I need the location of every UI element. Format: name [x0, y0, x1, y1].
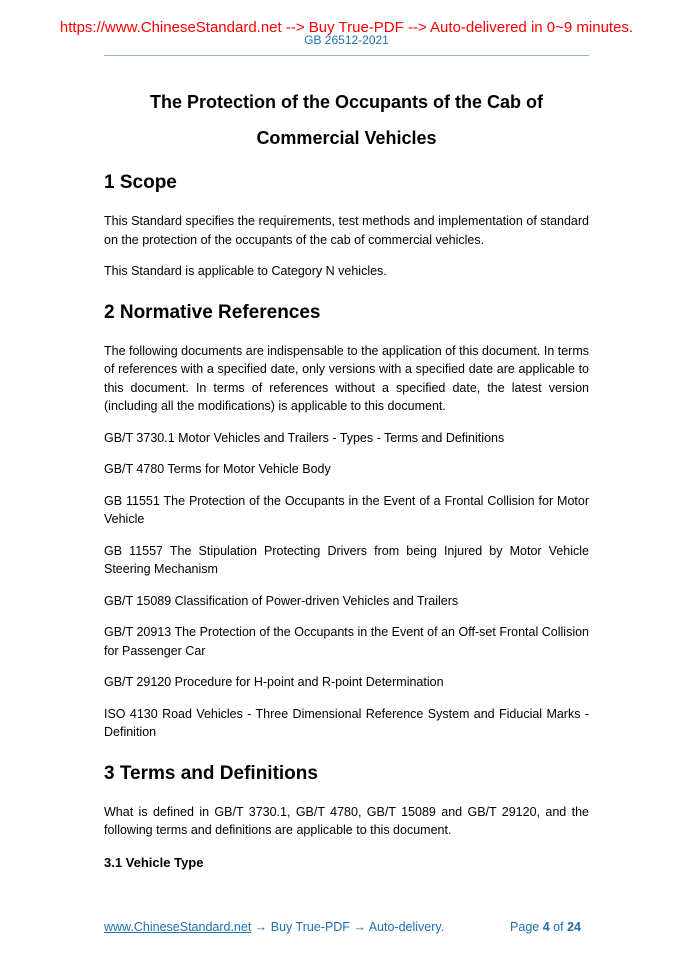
section-heading-scope: 1 Scope — [104, 172, 177, 193]
page-label: Page — [510, 920, 540, 934]
subsection-heading-vehicle-type: 3.1 Vehicle Type — [104, 854, 204, 870]
footer-site-link[interactable]: www.ChineseStandard.net — [104, 920, 252, 934]
scope-paragraph-1: This Standard specifies the requirements, test methods and implementation of standard on the protection of the occupants of the cab of commercial vehicles. — [104, 214, 589, 247]
reference-item-gbt-15089: GB/T 15089 Classification of Power-driven Vehicles and Trailers — [104, 593, 459, 608]
section-heading-normative-references: 2 Normative References — [104, 301, 321, 323]
reference-item-gbt-29120: GB/T 29120 Procedure for H-point and R-point Determination — [104, 675, 444, 689]
page-content — [104, 84, 589, 872]
references-intro-paragraph: The following documents are indispensable to the application of this document. In terms of references with a specified date, only versions with a specified date are applicable to this document. In terms of references without a specified date, the latest version (including all the modifications) is applicable to this document. — [104, 343, 589, 413]
promo-banner: https://www.ChineseStandard.net --> Buy True-PDF --> Auto-delivered in 0~9 minutes. — [59, 19, 634, 36]
document-code-header: GB 26512-2021 — [304, 33, 389, 47]
document-title-line-1: The Protection of the Occupants of the Cab of — [149, 92, 543, 112]
reference-item-gb-11551: GB 11551 The Protection of the Occupants in the Event of a Frontal Collision for Motor Vehicle — [104, 493, 589, 526]
reference-item-gbt-20913: GB/T 20913 The Protection of the Occupants in the Event of an Off-set Frontal Collision for Passenger Car — [104, 625, 589, 658]
reference-item-gbt-3730-1: GB/T 3730.1 Motor Vehicles and Trailers - Types - Terms and Definitions — [104, 430, 505, 445]
total-pages-number: 24 — [567, 920, 581, 934]
reference-item-gb-11557: GB 11557 The Stipulation Protecting Drivers from being Injured by Motor Vehicle Steering Mechanism — [104, 543, 589, 576]
terms-intro-paragraph: What is defined in GB/T 3730.1, GB/T 4780, GB/T 15089 and GB/T 29120, and the following terms and definitions are applicable to this document. — [104, 804, 589, 837]
page-footer — [104, 918, 589, 936]
document-title — [104, 84, 589, 156]
reference-item-gbt-4780: GB/T 4780 Terms for Motor Vehicle Body — [104, 462, 331, 476]
header-divider — [104, 55, 589, 56]
footer-promo — [104, 918, 444, 936]
current-page-number: 4 — [542, 920, 550, 934]
reference-item-iso-4130: ISO 4130 Road Vehicles - Three Dimensional Reference System and Fiducial Marks - Definition — [104, 706, 589, 739]
footer-promo-text: → Buy True-PDF → Auto-delivery. — [251, 920, 445, 934]
document-title-line-2: Commercial Vehicles — [256, 128, 437, 148]
section-heading-terms-and-definitions: 3 Terms and Definitions — [104, 762, 318, 784]
page-of-label: of — [553, 920, 564, 934]
scope-paragraph-2: This Standard is applicable to Category N vehicles. — [104, 264, 387, 278]
page-indicator — [510, 918, 581, 936]
